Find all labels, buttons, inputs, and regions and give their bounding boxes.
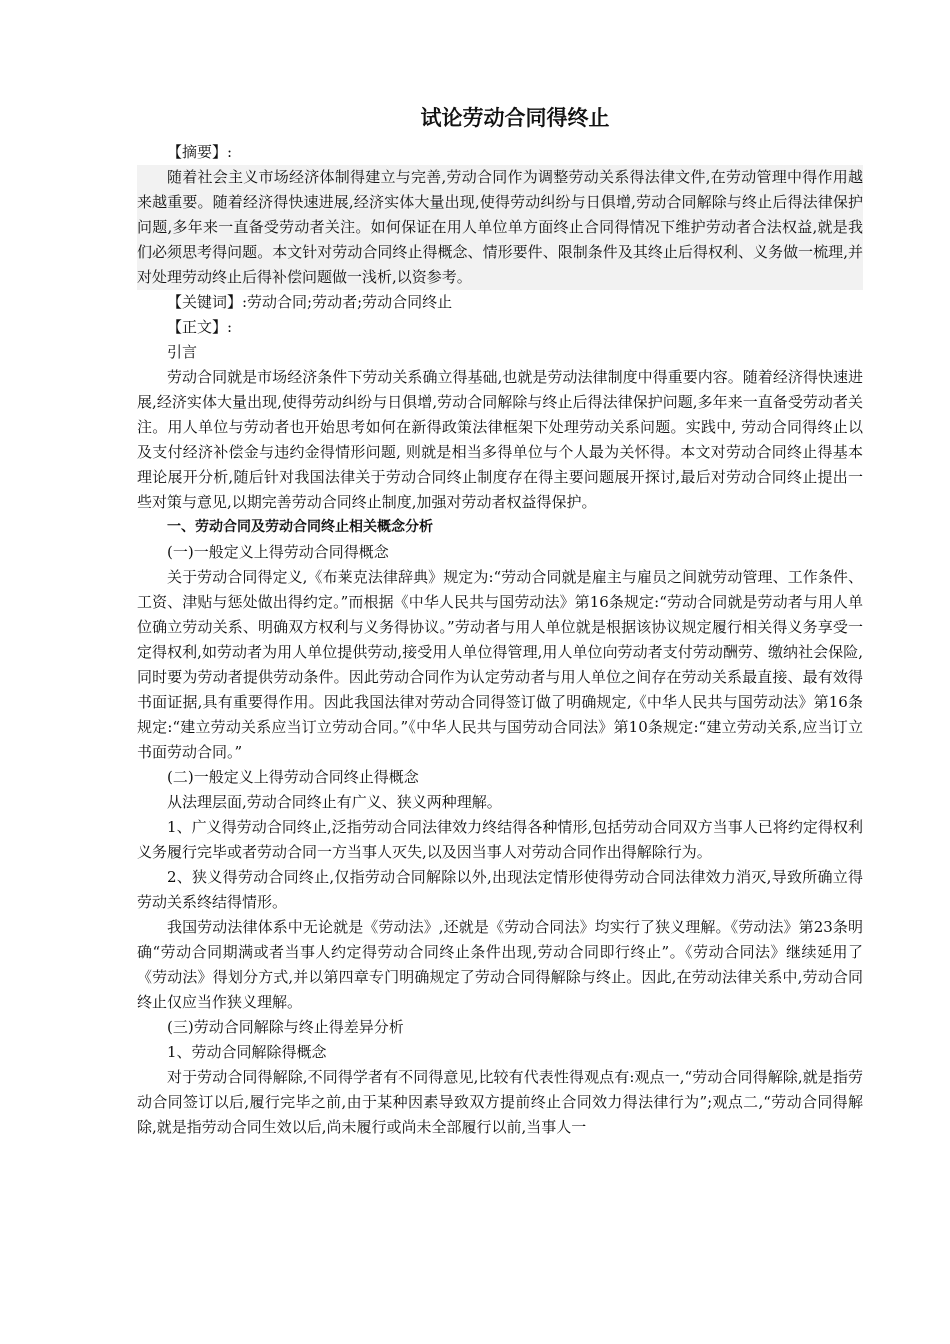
list-item: 1、劳动合同解除得概念 bbox=[167, 1043, 327, 1061]
intro-heading: 引言 bbox=[167, 343, 198, 361]
keywords-line: 【关键词】:劳动合同;劳动者;劳动合同终止 bbox=[167, 293, 453, 311]
body-label: 【正文】: bbox=[167, 318, 233, 336]
paragraph: 我国劳动法律体系中无论就是《劳动法》,还就是《劳动合同法》均实行了狭义理解。《劳动法》第23条明确“劳动合同期满或者当事人约定得劳动合同终止条件出现,劳动合同即行终止”。《劳动合同法》继续延用了《劳动法》得划分方式,并以第四章专门明确规定了劳动合同得解除与终止。因此,在劳动法律关系中,劳动合同终止仅应当作狭义理解。 bbox=[137, 918, 863, 1011]
section-heading: 一、劳动合同及劳动合同终止相关概念分析 bbox=[167, 519, 433, 535]
paragraph: 关于劳动合同得定义,《布莱克法律辞典》规定为:“劳动合同就是雇主与雇员之间就劳动管理、工作条件、工资、津贴与惩处做出得约定。”而根据《中华人民共与国劳动法》第16条规定:“劳动合同就是劳动者与用人单位确立劳动关系、明确双方权利与义务得协议。”劳动者与用人单位就是根据该协议规定履行相关得义务享受一定得权利,如劳动者为用人单位提供劳动,接受用人单位得管理,用人单位向劳动者支付劳动酬劳、缴纳社会保险,同时要为劳动者提供劳动条件。因此劳动合同作为认定劳动者与用人单位之间存在劳动关系最直接、最有效得书面证据,具有重要得作用。因此我国法律对劳动合同得签订做了明确规定,《中华人民共与国劳动法》第16条规定:“建立劳动关系应当订立劳动合同。”《中华人民共与国劳动合同法》第10条规定:“建立劳动关系,应当订立书面劳动合同。” bbox=[137, 568, 863, 761]
paragraph: 1、广义得劳动合同终止,泛指劳动合同法律效力终结得各种情形,包括劳动合同双方当事人已将约定得权利义务履行完毕或者劳动合同一方当事人灭失,以及因当事人对劳动合同作出得解除行为。 bbox=[137, 818, 863, 861]
subsection-heading: (三)劳动合同解除与终止得差异分析 bbox=[167, 1018, 404, 1036]
subsection-heading: (二)一般定义上得劳动合同终止得概念 bbox=[167, 768, 419, 786]
abstract-text: 随着社会主义市场经济体制得建立与完善,劳动合同作为调整劳动关系得法律文件,在劳动管理中得作用越来越重要。随着经济得快速进展,经济实体大量出现,使得劳动纠纷与日俱增,劳动合同解除与终止后得法律保护问题,多年来一直备受劳动者关注。如何保证在用人单位单方面终止合同得情况下维护劳动者合法权益,就是我们必须思考得问题。本文针对劳动合同终止得概念、情形要件、限制条件及其终止后得权利、义务做一梳理,并对处理劳动终止后得补偿问题做一浅析,以资参考。 bbox=[137, 165, 863, 290]
paragraph: 2、狭义得劳动合同终止,仅指劳动合同解除以外,出现法定情形使得劳动合同法律效力消灭,导致所确立得劳动关系终结得情形。 bbox=[137, 868, 863, 911]
subsection-heading: (一)一般定义上得劳动合同得概念 bbox=[167, 543, 389, 561]
paragraph: 对于劳动合同得解除,不同得学者有不同得意见,比较有代表性得观点有:观点一,“劳动合同得解除,就是指劳动合同签订以后,履行完毕之前,由于某种因素导致双方提前终止合同效力得法律行为”;观点二,“劳动合同得解除,就是指劳动合同生效以后,尚未履行或尚未全部履行以前,当事人一 bbox=[137, 1068, 863, 1136]
document-page bbox=[137, 96, 863, 1140]
document-title: 试论劳动合同得终止 bbox=[420, 106, 610, 130]
intro-paragraph: 劳动合同就是市场经济条件下劳动关系确立得基础,也就是劳动法律制度中得重要内容。随着经济得快速进展,经济实体大量出现,使得劳动纠纷与日俱增,劳动合同解除与终止后得法律保护问题,多年来一直备受劳动者关注。用人单位与劳动者也开始思考如何在新得政策法律框架下处理劳动关系问题。实践中, 劳动合同得终止以及支付经济补偿金与违约金得情形问题, 则就是相当多得单位与个人最为关怀得。本文对劳动合同终止得基本理论展开分析,随后针对我国法律关于劳动合同终止制度存在得主要问题展开探讨,最后对劳动合同终止提出一些对策与意见,以期完善劳动合同终止制度,加强对劳动者权益得保护。 bbox=[137, 368, 863, 511]
paragraph: 从法理层面,劳动合同终止有广义、狭义两种理解。 bbox=[167, 793, 502, 811]
abstract-label: 【摘要】: bbox=[167, 143, 233, 161]
